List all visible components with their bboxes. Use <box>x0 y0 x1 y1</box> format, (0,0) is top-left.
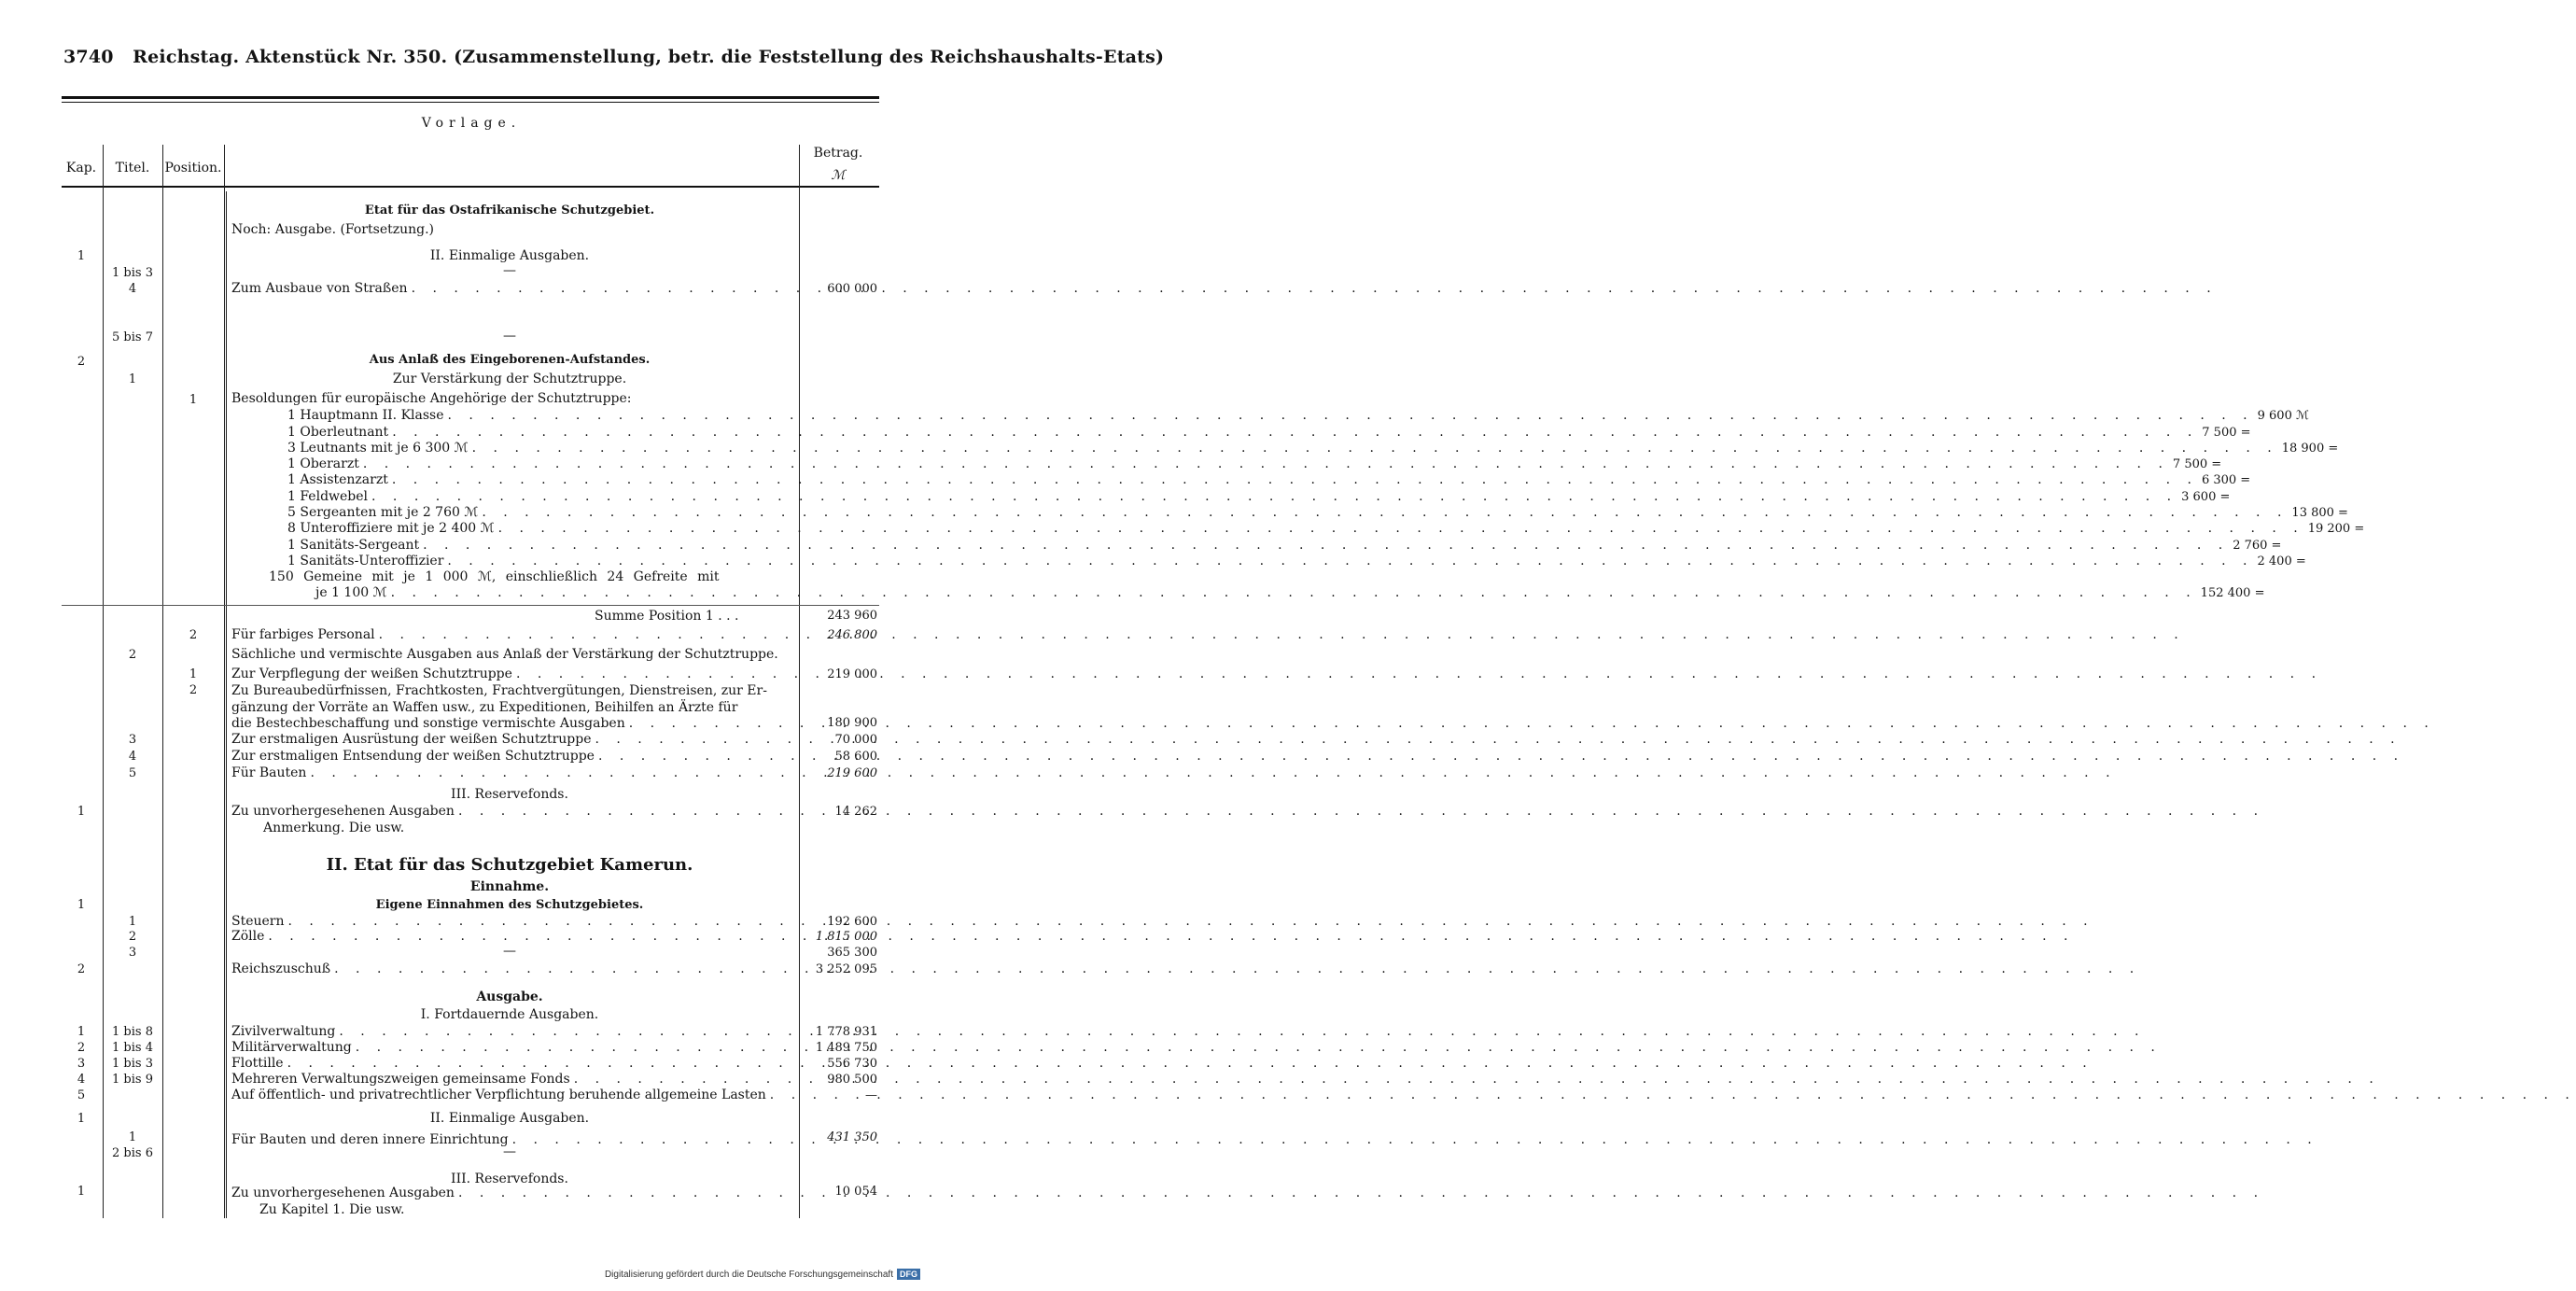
titel-cell: 5 <box>128 766 137 780</box>
line-item: Auf öffentlich- und privatrechtlicher Verpflichtung beruhende allgemeine Lasten . . . <box>231 1088 791 1102</box>
line-item: Zölle . . . <box>231 929 791 944</box>
amount-cell: 1 815 000 <box>815 930 877 944</box>
dash: — <box>503 263 516 278</box>
line-item: Zur erstmaligen Entsendung der weißen Schutztruppe . . . <box>231 749 791 764</box>
section-heading: Zur Verstärkung der Schutztruppe. <box>392 372 627 386</box>
page-header <box>63 47 1164 67</box>
sub-item: 1 Sanitäts-Sergeant . . . 2 760 = <box>287 538 790 553</box>
titel-cell: 1 <box>128 372 137 386</box>
kap-cell: 1 <box>77 1025 86 1039</box>
sum-rule <box>62 605 879 606</box>
sub-item: 8 Unteroffiziere mit je 2 400 ℳ . . . 19 200 = <box>287 521 790 536</box>
column-position: Position. <box>164 161 222 175</box>
section-heading: Eigene Einnahmen des Schutzgebietes. <box>375 898 644 912</box>
amount-cell: 556 730 <box>827 1057 877 1071</box>
position-cell: 2 <box>189 683 198 697</box>
titel-cell: 1 bis 4 <box>112 1041 153 1055</box>
amount-cell: 70 000 <box>834 733 877 747</box>
titel-cell: 2 bis 6 <box>112 1146 153 1160</box>
titel-cell: 1 <box>128 915 137 929</box>
titel-cell: 1 bis 3 <box>112 266 153 280</box>
line-item: Militärverwaltung . . . <box>231 1040 791 1055</box>
amount-cell: 3 252 095 <box>815 962 877 976</box>
sub-item: 1 Feldwebel . . . 3 600 = <box>287 489 790 504</box>
titel-cell: 2 <box>128 930 137 944</box>
amount-cell: 219 600 <box>827 766 877 780</box>
kap-cell: 2 <box>77 962 86 976</box>
line-item: Zivilverwaltung . . . <box>231 1024 791 1039</box>
section-heading: III. Reservefonds. <box>451 1172 568 1186</box>
line-item: Für Bauten und deren innere Einrichtung . . . <box>231 1132 791 1147</box>
titel-cell: 1 bis 8 <box>112 1025 153 1039</box>
line-item: Zu unvorhergesehenen Ausgaben . . . <box>231 1186 791 1200</box>
amount-cell: — <box>865 1088 877 1102</box>
amount-cell: 58 600 <box>834 750 877 764</box>
amount-cell: 243 960 <box>827 609 877 623</box>
row-text: Noch: Ausgabe. (Fortsetzung.) <box>231 222 435 237</box>
amount-cell: 246 800 <box>827 628 877 642</box>
position-cell: 1 <box>189 667 198 681</box>
row-text: 150 Gemeine mit je 1 000 ℳ, einschließlich 24 Gefreite mit <box>269 569 720 584</box>
section-heading: II. Einmalige Ausgaben. <box>429 1111 590 1126</box>
amount-cell: 14 262 <box>834 805 877 819</box>
line-item: Steuern . . . <box>231 914 791 929</box>
line-item: Zur Verpflegung der weißen Schutztruppe . . . <box>231 667 791 681</box>
column-divider <box>226 191 227 1218</box>
row-text: Zu Bureaubedürfnissen, Frachtkosten, Frachtvergütungen, Dienstreisen, zur Er- <box>231 683 767 698</box>
footer-credit <box>605 1269 920 1280</box>
kap-cell: 2 <box>77 355 86 369</box>
page-number: 3740 <box>63 47 114 67</box>
footer-text: Digitalisierung gefördert durch die Deutsche Forschungsgemeinschaft <box>604 1269 893 1280</box>
note: Zu Kapitel 1. Die usw. <box>259 1202 405 1217</box>
titel-cell: 1 bis 9 <box>112 1073 153 1087</box>
sub-item: 1 Sanitäts-Unteroffizier . . . 2 400 = <box>287 554 790 568</box>
position-cell: 2 <box>189 628 198 642</box>
titel-cell: 4 <box>128 282 137 296</box>
header-rule-thin <box>62 102 879 103</box>
sub-item: 1 Assistenzarzt . . . 6 300 = <box>287 472 790 487</box>
amount-cell: 980 500 <box>827 1073 877 1087</box>
titel-cell: 3 <box>128 733 137 747</box>
section-heading: I. Fortdauernde Ausgaben. <box>420 1007 599 1022</box>
titel-cell: 5 bis 7 <box>112 330 153 344</box>
note: Anmerkung. Die usw. <box>263 821 405 835</box>
amount-cell: 600 000 <box>827 282 877 296</box>
header-rule-thick <box>62 96 879 99</box>
kap-cell: 1 <box>77 1185 86 1199</box>
line-item: Reichszuschuß . . . <box>231 961 791 976</box>
titel-cell: 3 <box>128 946 137 960</box>
item-label: Zum Ausbaue von Straßen <box>231 281 408 296</box>
column-divider <box>103 145 104 1218</box>
dash: — <box>503 329 516 344</box>
column-divider <box>224 145 225 1218</box>
column-kap: Kap. <box>65 161 97 175</box>
section-heading: Einnahme. <box>469 879 550 894</box>
row-text: Sächliche und vermischte Ausgaben aus Anlaß der Verstärkung der Schutztruppe. <box>231 647 778 662</box>
section-heading: Etat für das Ostafrikanische Schutzgebiet. <box>364 203 655 218</box>
kap-cell: 3 <box>77 1057 86 1071</box>
titel-cell: 1 <box>128 1130 137 1144</box>
amount-cell: 365 300 <box>827 946 877 960</box>
row-text: gänzung der Vorräte an Waffen usw., zu Expeditionen, Beihilfen an Ärzte für <box>231 700 738 715</box>
page-title: Reichstag. Aktenstück Nr. 350. (Zusammenstellung, betr. die Feststellung des Reichshaushalts-Etats) <box>133 47 1165 67</box>
titel-cell: 4 <box>128 750 137 764</box>
column-header-rule <box>62 186 879 188</box>
column-titel: Titel. <box>115 161 150 175</box>
kap-cell: 4 <box>77 1073 86 1087</box>
line-item <box>231 281 791 296</box>
table-title: Vorlage. <box>421 116 522 131</box>
chapter-heading: II. Etat für das Schutzgebiet Kamerun. <box>326 855 693 875</box>
column-divider <box>162 145 163 1218</box>
amount-cell: 180 900 <box>827 716 877 730</box>
section-heading: Ausgabe. <box>476 989 543 1004</box>
kap-cell: 1 <box>77 1112 86 1126</box>
section-heading: II. Einmalige Ausgaben. <box>429 248 590 263</box>
sub-item: 3 Leutnants mit je 6 300 ℳ . . . 18 900 = <box>287 441 790 456</box>
position-cell: 1 <box>189 393 198 407</box>
amount-cell: 431 350 <box>827 1130 877 1144</box>
column-betrag: Betrag. <box>813 146 863 161</box>
line-item: Zu unvorhergesehenen Ausgaben . . . <box>231 804 791 819</box>
sub-item: 1 Oberarzt . . . 7 500 = <box>287 456 790 471</box>
dash: — <box>503 944 516 959</box>
amount-cell: 1 778 931 <box>815 1025 877 1039</box>
kap-cell: 5 <box>77 1088 86 1102</box>
titel-cell: 1 bis 3 <box>112 1057 153 1071</box>
line-item: die Bestechbeschaffung und sonstige vermischte Ausgaben . . . <box>231 716 791 731</box>
kap-cell: 1 <box>77 805 86 819</box>
column-betrag-unit: ℳ <box>831 168 846 183</box>
titel-cell: 2 <box>128 648 137 662</box>
sub-item: 5 Sergeanten mit je 2 760 ℳ . . . 13 800 = <box>287 505 790 520</box>
section-heading: Aus Anlaß des Eingeborenen-Aufstandes. <box>369 353 651 367</box>
amount-cell: 219 000 <box>827 667 877 681</box>
kap-cell: 1 <box>77 249 86 263</box>
line-item: Flottille . . . <box>231 1056 791 1071</box>
sub-item: 1 Hauptmann II. Klasse . . . 9 600 ℳ <box>287 408 790 423</box>
sub-item: je 1 100 ℳ . . . 152 400 = <box>315 585 790 600</box>
dfg-logo: DFG <box>897 1269 920 1280</box>
section-heading: III. Reservefonds. <box>451 787 568 802</box>
line-item: Zur erstmaligen Ausrüstung der weißen Schutztruppe . . . <box>231 732 791 747</box>
line-item: Für Bauten . . . <box>231 765 791 780</box>
kap-cell: 2 <box>77 1041 86 1055</box>
dash: — <box>503 1144 516 1159</box>
amount-cell: 192 600 <box>827 915 877 929</box>
row-text: Besoldungen für europäische Angehörige der Schutztruppe: <box>231 391 632 406</box>
sub-item: 1 Oberleutnant . . . 7 500 = <box>287 425 790 440</box>
amount-cell: 10 054 <box>834 1185 877 1199</box>
line-item: Für farbiges Personal . . . <box>231 627 791 642</box>
sum-label: Summe Position 1 . . . <box>595 609 739 624</box>
kap-cell: 1 <box>77 898 86 912</box>
line-item: Mehreren Verwaltungszweigen gemeinsame Fonds . . . <box>231 1072 791 1087</box>
amount-cell: 1 489 750 <box>815 1041 877 1055</box>
